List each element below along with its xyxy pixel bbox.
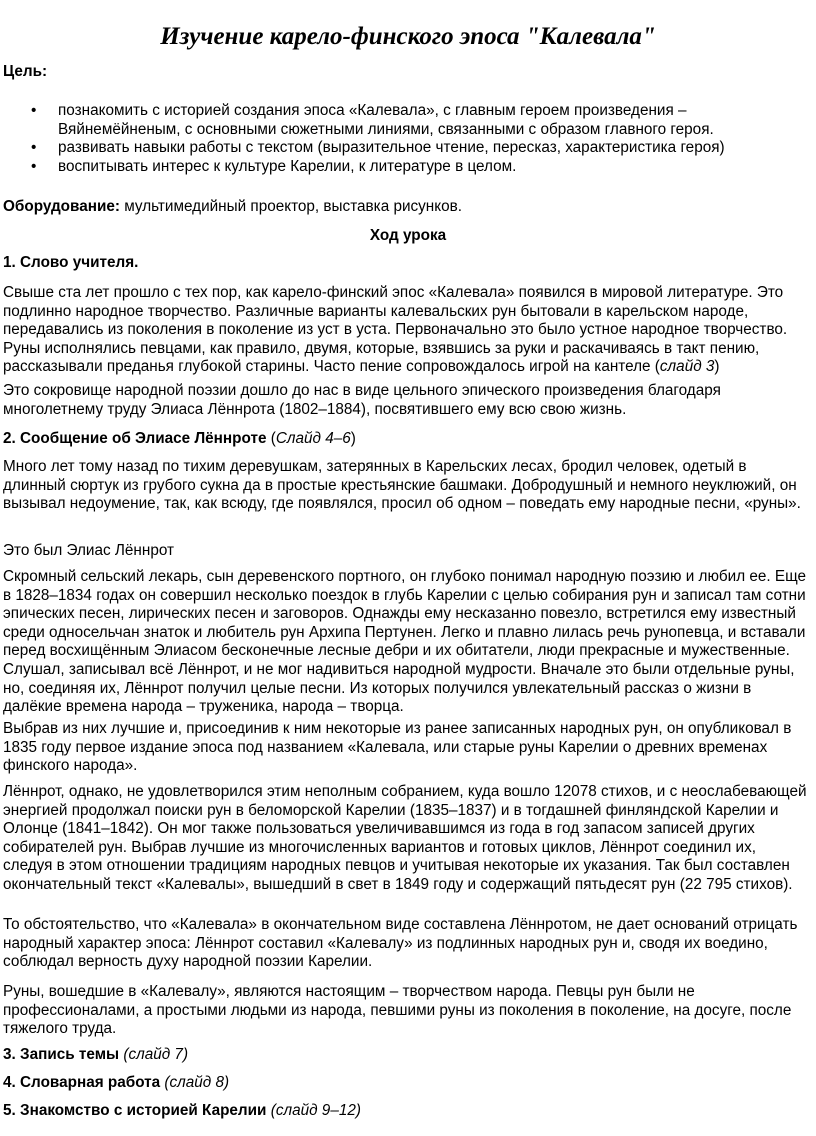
section-heading-2: 2. Сообщение об Элиасе Лённроте (Слайд 4–6): [3, 430, 356, 447]
paragraph-2: Это сокровище народной поэзии дошло до нас в виде цельного эпического произведения благодаря многолетнему труду Элиаса Лённрота (1802–1884), посвятившего ему всю свою жизнь.: [3, 382, 721, 418]
document-title: Изучение карело-финского эпоса "Калевала": [160, 23, 656, 50]
section-heading-1: 1. Слово учителя.: [3, 254, 139, 271]
paragraph-9: Руны, вошедшие в «Калевалу», являются настоящим – творчеством народа. Певцы рун были не профессионалами, а простыми людьми из народа, певшими руны из поколения в поколение, на досуге, после тяжелого труда.: [3, 983, 792, 1038]
paragraph-6: Выбрав из них лучшие и, присоединив к ним некоторые из ранее записанных народных рун, он опубликовал в 1835 году первое издание эпоса под названием «Калевала, или старые руны Карелии о древних временах финского народа».: [3, 720, 792, 775]
section-heading-3: 3. Запись темы (слайд 7): [3, 1046, 189, 1063]
goal-item: • воспитывать интерес к культуре Карелии, к литературе в целом.: [31, 157, 517, 175]
slide-ref: (слайд 8): [160, 1074, 230, 1091]
slide-ref: слайд 3: [659, 358, 715, 376]
lesson-heading: Ход урока: [369, 227, 447, 244]
slide-ref: Слайд 4–6: [275, 430, 351, 447]
paragraph-1: Свыше ста лет прошло с тех пор, как карело-финский эпос «Калевала» появился в мировой литературе. Это подлинно народное творчество. Различные варианты калевальских рун бытовали в карельском народе, передавались из поколения в поколение из уст в уста. Первоначально это было устное народное творчество. Руны исполнялись певцами, как правило, двумя, которые, взявшись за руки и раскачиваясь в такт пению, рассказывали преданья глубокой старины. Часто пение сопровождалось игрой на кантеле (слайд 3): [3, 284, 788, 376]
section-heading-5: 5. Знакомство с историей Карелии (слайд 9–12): [3, 1102, 361, 1119]
section-heading-4: 4. Словарная работа (слайд 8): [3, 1074, 230, 1091]
paragraph-8: То обстоятельство, что «Калевала» в окончательном виде составлена Лённротом, не дает оснований отрицать народный характер эпоса: Лённрот составил «Калевалу» из подлинных народных рун и, сводя их воедино, соблюдал верность духу народной поэзии Карелии.: [3, 916, 798, 971]
bullet-icon: •: [31, 102, 37, 119]
goal-item: • развивать навыки работы с текстом (выразительное чтение, пересказ, характеристика героя): [31, 139, 725, 157]
equipment-line: [3, 198, 808, 217]
paragraph-4: Это был Элиас Лённрот: [3, 542, 175, 559]
paragraph-3: Много лет тому назад по тихим деревушкам, затерянных в Карельских лесах, бродил человек, одетый в длинный сюртук из грубого сукна да в простые крестьянские башмаки. Добродушный и немного неуклюжий, он вызывал недоумение, так, как всюду, где появлялся, просил об одном – поведать ему народные песни, «руны».: [3, 458, 801, 513]
paragraph-5: Скромный сельский лекарь, сын деревенского портного, он глубоко понимал народную поэзию и любил ее. Еще в 1828–1834 годах он совершил несколько поездок в глубь Карелии с целью собирания рун и записал там сотни эпических песен, лирических песен и заговоров. Однажды ему несказанно повезло, встретился ему известный среди односельчан знаток и любитель рун Архипа Пертунен. Легко и плавно лилась речь рунопевца, и вставали перед восхищённым Элиасом бесконечные лесные дебри и их обитатели, люди прекрасные и мужественные. Слушал, записывал всё Лённрот, и не мог надивиться народной мудрости. Вначале это были отдельные руны, но, соединяя их, Лённрот получил целые песни. Из которых получился увлекательный рассказ о жизни в далёкие времена народа – труженика, народа – творца.: [3, 568, 807, 716]
slide-ref: (слайд 7): [119, 1046, 189, 1063]
bullet-icon: •: [31, 139, 37, 157]
equipment-label: Оборудование:: [3, 198, 120, 215]
equipment-text: мультимедийный проектор, выставка рисунков.: [119, 198, 462, 215]
goal-label: Цель:: [3, 63, 48, 80]
paragraph-7: Лённрот, однако, не удовлетворился этим неполным собранием, куда вошло 12078 стихов, и с неослабевающей энергией продолжал поиски рун в беломорской Карелии (1835–1837) и в тогдашней финляндской Карелии и Олонце (1841–1842). Он мог также пользоваться увеличивавшимся из года в год запасом записей других собирателей рун. Выбрав лучшие из многочисленных вариантов и готовых циклов, Лённрот соединил их, следуя в этом отношении традициям народных певцов и учитывая некоторые их указания. Так был составлен окончательный текст «Калевалы», вышедший в свет в 1849 году и содержащий пятьдесят рун (22 795 стихов).: [3, 783, 807, 893]
bullet-icon: •: [31, 157, 37, 175]
goal-item: • познакомить с историей создания эпоса «Калевала», с главным героем произведения – Вяйнемёйненым, с основными сюжетными линиями, связанными с образом главного героя.: [31, 102, 714, 138]
goals-list: [3, 102, 803, 176]
slide-ref: (слайд 9–12): [266, 1102, 361, 1119]
